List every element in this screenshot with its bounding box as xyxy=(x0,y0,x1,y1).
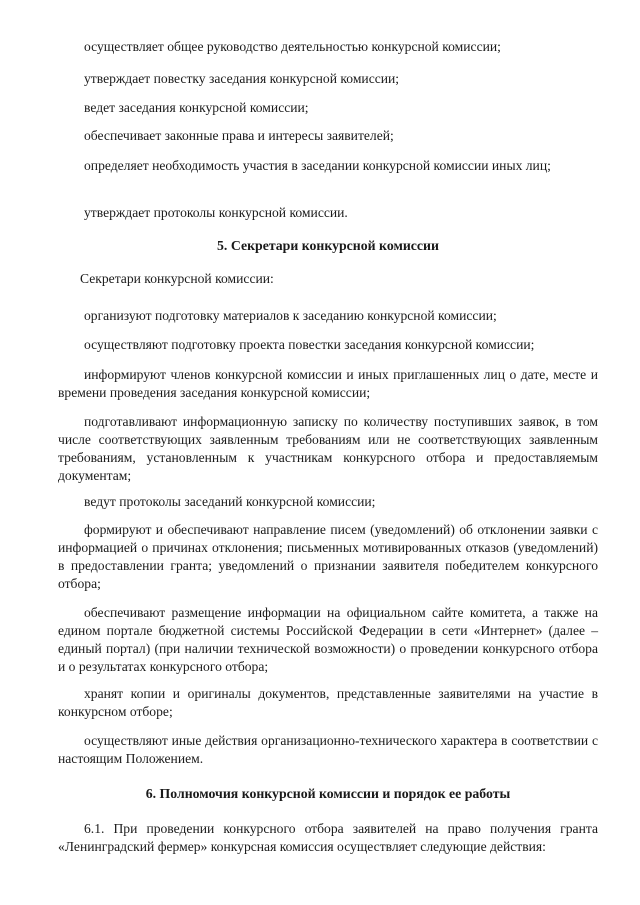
chair-duty-4: обеспечивает законные права и интересы заявителей; xyxy=(84,128,394,143)
chair-duty-5: определяет необходимость участия в заседании конкурсной комиссии иных лиц; xyxy=(84,158,551,173)
secretary-duty-8: хранят копии и оригиналы документов, представленные заявителями на участие в конкурсном отборе; xyxy=(58,686,598,719)
secretary-duty-6: формируют и обеспечивают направление писем (уведомлений) об отклонении заявки с информацией о причинах отклонения; письменных мотивированных отказов (уведомлений) в предоставлении гранта; уведомлений о признании заявителя победителем конкурсного отбора; xyxy=(58,522,598,591)
secretary-duty-3: информируют членов конкурсной комиссии и иных приглашенных лиц о дате, месте и времени проведения заседания конкурсной комиссии; xyxy=(58,367,598,400)
chair-duty-3: ведет заседания конкурсной комиссии; xyxy=(84,100,309,115)
secretary-duty-2: осуществляют подготовку проекта повестки заседания конкурсной комиссии; xyxy=(84,337,535,352)
paragraph-6-1: 6.1. При проведении конкурсного отбора заявителей на право получения гранта «Ленинградский фермер» конкурсная комиссия осуществляет следующие действия: xyxy=(58,821,598,854)
secretary-duty-1: организуют подготовку материалов к заседанию конкурсной комиссии; xyxy=(84,308,497,323)
section-5-heading: 5. Секретари конкурсной комиссии xyxy=(217,238,439,253)
chair-duty-1: осуществляет общее руководство деятельностью конкурсной комиссии; xyxy=(84,39,501,54)
chair-duty-2: утверждает повестку заседания конкурсной комиссии; xyxy=(84,71,400,86)
section-6-heading: 6. Полномочия конкурсной комиссии и порядок ее работы xyxy=(145,786,511,801)
secretary-duty-9: осуществляют иные действия организационно-технического характера в соответствии с настоящим Положением. xyxy=(58,733,598,766)
secretary-duty-5: ведут протоколы заседаний конкурсной комиссии; xyxy=(84,494,376,509)
section-5-intro: Секретари конкурсной комиссии: xyxy=(80,271,274,286)
secretary-duty-7: обеспечивают размещение информации на официальном сайте комитета, а также на едином портале бюджетной системы Российской Федерации в сети «Интернет» (далее – единый портал) (при наличии технической возможности) о проведении конкурсного отбора и о результатах конкурсного отбора; xyxy=(58,605,598,674)
secretary-duty-4: подготавливают информационную записку по количеству поступивших заявок, в том числе соответствующих заявленным требованиям или не соответствующих заявленным требованиям, установленным к участникам конкурсного отбора и предоставляемым документам; xyxy=(58,414,598,483)
chair-duty-6: утверждает протоколы конкурсной комиссии. xyxy=(84,205,348,220)
